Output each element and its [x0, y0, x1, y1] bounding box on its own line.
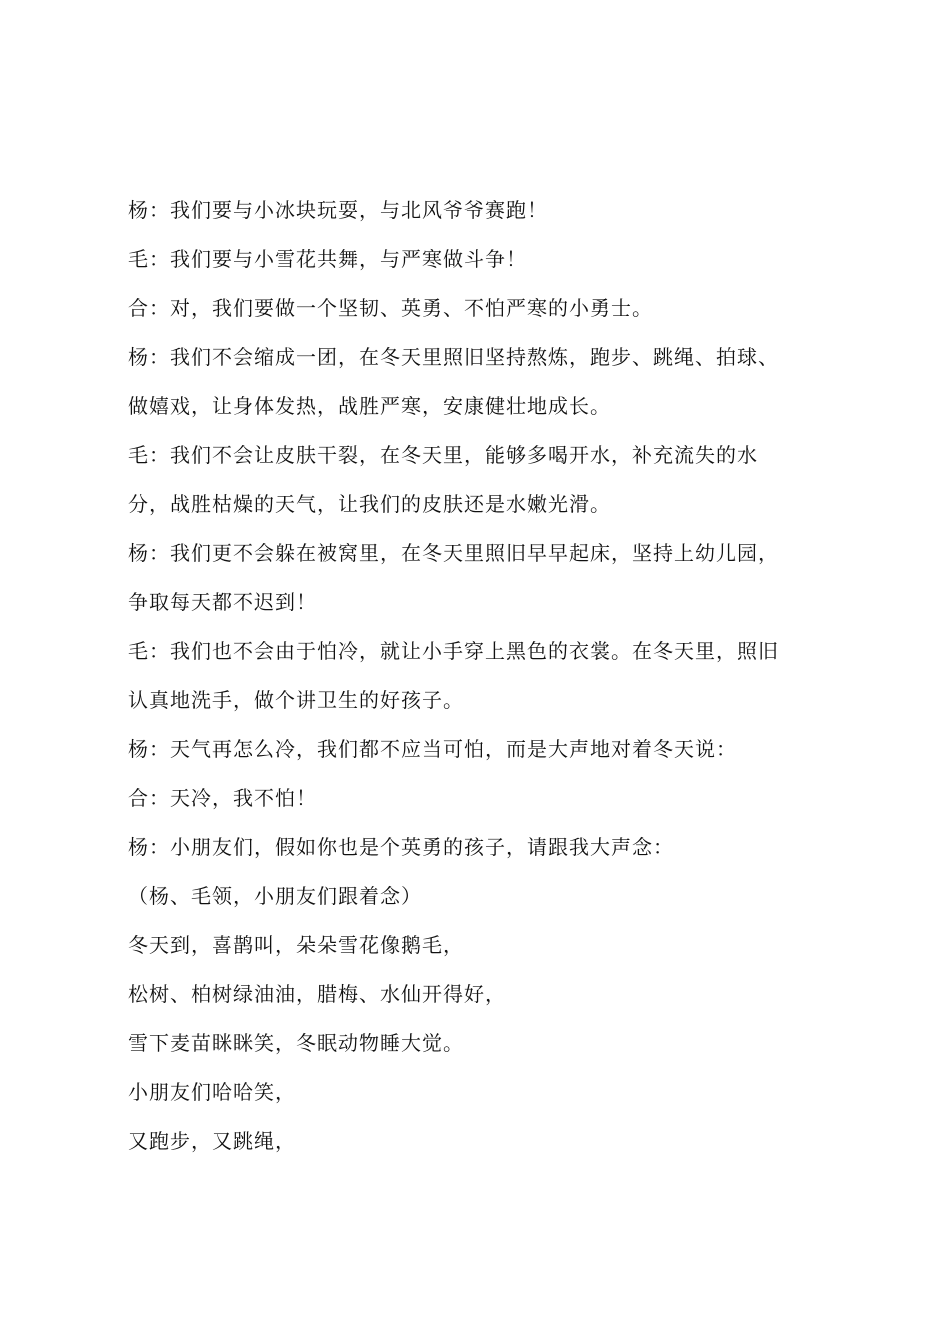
text-line: 冬天到，喜鹊叫，朵朵雪花像鹅毛， [128, 933, 464, 957]
text-line: 毛：我们也不会由于怕冷，就让小手穿上黑色的衣裳。在冬天里，照旧 [128, 639, 779, 663]
text-line: 毛：我们不会让皮肤干裂，在冬天里，能够多喝开水，补充流失的水 [128, 443, 758, 467]
text-line: 做嬉戏，让身体发热，战胜严寒，安康健壮地成长。 [128, 394, 611, 418]
text-line: 松树、柏树绿油油，腊梅、水仙开得好， [128, 982, 506, 1006]
text-line: 认真地洗手，做个讲卫生的好孩子。 [128, 688, 464, 712]
text-line: 杨：天气再怎么冷，我们都不应当可怕，而是大声地对着冬天说： [128, 737, 737, 761]
text-line: 又跑步，又跳绳， [128, 1129, 296, 1153]
document-body [128, 186, 833, 1166]
text-line: 争取每天都不迟到！ [128, 590, 317, 614]
text-line: 小朋友们哈哈笑， [128, 1080, 296, 1104]
text-line: 合：天冷，我不怕！ [128, 786, 317, 810]
text-line: 杨：我们更不会躲在被窝里，在冬天里照旧早早起床，坚持上幼儿园， [128, 541, 779, 565]
text-line: 合：对，我们要做一个坚韧、英勇、不怕严寒的小勇士。 [128, 296, 653, 320]
text-line: 毛：我们要与小雪花共舞，与严寒做斗争！ [128, 247, 527, 271]
text-line: （杨、毛领，小朋友们跟着念） [128, 884, 422, 908]
text-line: 杨：我们不会缩成一团，在冬天里照旧坚持熬炼，跑步、跳绳、拍球、 [128, 345, 779, 369]
text-line: 分，战胜枯燥的天气，让我们的皮肤还是水嫩光滑。 [128, 492, 611, 516]
text-line: 雪下麦苗眯眯笑，冬眠动物睡大觉。 [128, 1031, 464, 1055]
text-line: 杨：我们要与小冰块玩耍，与北风爷爷赛跑！ [128, 198, 548, 222]
text-line: 杨：小朋友们，假如你也是个英勇的孩子，请跟我大声念： [128, 835, 674, 859]
